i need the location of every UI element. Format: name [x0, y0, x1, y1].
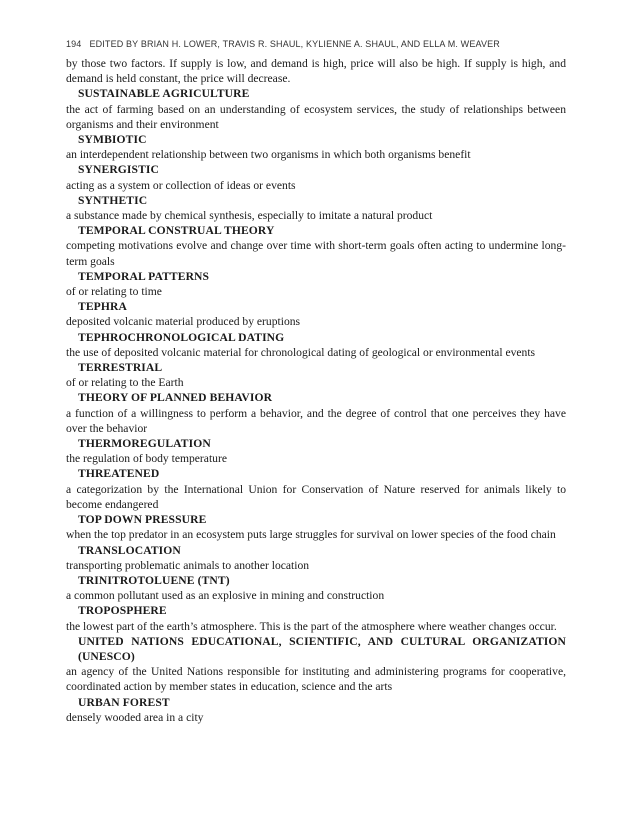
- glossary-definition: an agency of the United Nations responsible for instituting and administering programs for cooperative, coordinated action by member states in education, science and the arts: [66, 665, 566, 694]
- glossary-term: TEPHROCHRONOLOGICAL DATING: [78, 330, 285, 344]
- running-head: [66, 39, 566, 49]
- glossary-definition: acting as a system or collection of ideas or events: [66, 178, 296, 192]
- glossary-term: SYNERGISTIC: [78, 163, 159, 177]
- glossary-definition: when the top predator in an ecosystem puts large struggles for survival on lower species of the food chain: [66, 528, 556, 542]
- glossary-term: THREATENED: [78, 467, 160, 481]
- glossary-term: THERMOREGULATION: [78, 437, 211, 451]
- page-number: 194: [66, 39, 82, 49]
- glossary-term: SYNTHETIC: [78, 193, 148, 207]
- glossary-definition: of or relating to the Earth: [66, 376, 184, 390]
- glossary-term: SYMBIOTIC: [78, 133, 147, 147]
- glossary-term: TERRESTRIAL: [78, 361, 163, 375]
- glossary-definition: transporting problematic animals to another location: [66, 558, 310, 572]
- glossary-definition: the regulation of body temperature: [66, 452, 227, 466]
- glossary-term: URBAN FOREST: [78, 695, 170, 709]
- glossary-term: TOP DOWN PRESSURE: [78, 513, 207, 527]
- glossary-term: UNITED NATIONS EDUCATIONAL, SCIENTIFIC, AND CULTURAL ORGANIZATION (UNESCO): [78, 634, 566, 663]
- glossary-definition: the use of deposited volcanic material for chronological dating of geological or environmental events: [66, 345, 536, 359]
- glossary-definition: densely wooded area in a city: [66, 710, 204, 724]
- running-title: EDITED BY BRIAN H. LOWER, TRAVIS R. SHAUL, KYLIENNE A. SHAUL, AND ELLA M. WEAVER: [89, 39, 500, 49]
- glossary-definition: the act of farming based on an understanding of ecosystem services, the study of relationships between organisms and their environment: [66, 102, 566, 131]
- glossary-term: TEMPORAL CONSTRUAL THEORY: [78, 224, 275, 238]
- glossary-term: TROPOSPHERE: [78, 604, 167, 618]
- glossary-definition: competing motivations evolve and change over time with short-term goals often acting to undermine long-term goals: [66, 239, 566, 268]
- glossary-definition: a categorization by the International Union for Conservation of Nature reserved for animals likely to become endangered: [66, 482, 566, 511]
- glossary-term: THEORY OF PLANNED BEHAVIOR: [78, 391, 273, 405]
- glossary-definition: a function of a willingness to perform a behavior, and the degree of control that one perceives they have over the behavior: [66, 406, 566, 435]
- glossary-term: TEPHRA: [78, 300, 127, 314]
- glossary-term: TEMPORAL PATTERNS: [78, 269, 210, 283]
- glossary-definition: a common pollutant used as an explosive in mining and construction: [66, 589, 385, 603]
- glossary-term: TRANSLOCATION: [78, 543, 181, 557]
- glossary-definition: of or relating to time: [66, 285, 162, 299]
- glossary-term: SUSTAINABLE AGRICULTURE: [78, 87, 250, 101]
- glossary-term: TRINITROTOLUENE (TNT): [78, 573, 230, 587]
- glossary-definition: the lowest part of the earth’s atmosphere. This is the part of the atmosphere where weather changes occur.: [66, 619, 557, 633]
- continuation-text: by those two factors. If supply is low, and demand is high, price will also be high. If supply is high, and demand is held constant, the price will decrease.: [66, 57, 566, 86]
- glossary-definition: a substance made by chemical synthesis, especially to imitate a natural product: [66, 209, 433, 223]
- glossary-body: [66, 56, 566, 725]
- glossary-definition: an interdependent relationship between two organisms in which both organisms benefit: [66, 148, 471, 162]
- glossary-definition: deposited volcanic material produced by eruptions: [66, 315, 301, 329]
